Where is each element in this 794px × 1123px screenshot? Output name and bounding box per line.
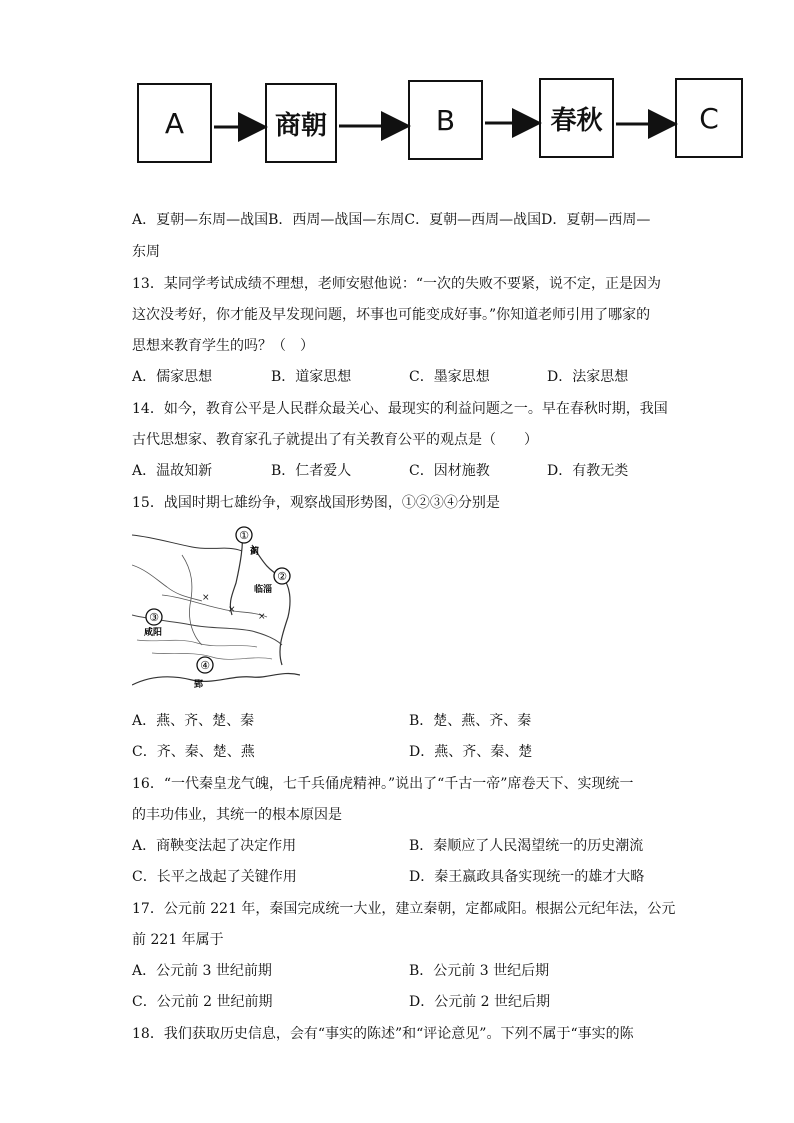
q15-option-d: D．燕、齐、秦、楚 bbox=[409, 744, 533, 760]
battle-mark-1: × bbox=[202, 593, 210, 603]
battle-mark-3: × bbox=[258, 612, 266, 622]
q17-stem-line2: 前 221 年属于 bbox=[132, 932, 224, 948]
q16-option-a: A．商鞅变法起了决定作用 bbox=[132, 838, 297, 854]
q13-stem-line2: 这次没考好，你才能及早发现问题，坏事也可能变成好事。”你知道老师引用了哪家的 bbox=[132, 307, 651, 323]
q17-stem-line1: 17．公元前 221 年，秦国完成统一大业，建立秦朝，定都咸阳。根据公元纪年法，公元 bbox=[132, 901, 676, 917]
flow-box-chunqiu: 春秋 bbox=[539, 78, 614, 158]
q16-stem-line2: 的丰功伟业，其统一的根本原因是 bbox=[132, 807, 342, 823]
city-xianyang-label: 咸阳 bbox=[144, 628, 163, 638]
q12-options-line1: A．夏朝—东周—战国B．西周—战国—东周C．夏朝—西周—战国D．夏朝—西周— bbox=[132, 212, 651, 228]
q16-option-d: D．秦王嬴政具备实现统一的雄才大略 bbox=[409, 869, 645, 885]
flow-box-a: A bbox=[137, 83, 212, 163]
q13-option-b: B．道家思想 bbox=[271, 369, 352, 385]
q14-option-c: C．因材施教 bbox=[409, 463, 490, 479]
q12-options-line2: 东周 bbox=[132, 244, 160, 260]
flow-box-c: C bbox=[675, 78, 743, 158]
battle-mark-2: × bbox=[228, 605, 236, 615]
warring-states-map bbox=[132, 525, 300, 693]
q17-option-b: B．公元前 3 世纪后期 bbox=[409, 963, 550, 979]
flow-box-shang: 商朝 bbox=[265, 83, 337, 163]
q14-option-b: B．仁者爱人 bbox=[271, 463, 352, 479]
flow-arrows bbox=[0, 0, 794, 200]
q15-option-a: A．燕、齐、楚、秦 bbox=[132, 713, 255, 729]
marker-2 bbox=[274, 568, 290, 584]
marker-1 bbox=[236, 527, 252, 543]
q17-option-c: C．公元前 2 世纪前期 bbox=[132, 994, 273, 1010]
q13-stem-line3: 思想来教育学生的吗？（ ） bbox=[132, 338, 314, 354]
q13-option-c: C．墨家思想 bbox=[409, 369, 490, 385]
marker-2-label: ② bbox=[277, 570, 287, 583]
q13-option-a: A．儒家思想 bbox=[132, 369, 213, 385]
marker-3 bbox=[146, 609, 162, 625]
city-ying-label: 郢 bbox=[194, 680, 204, 690]
q16-option-b: B．秦顺应了人民渴望统一的历史潮流 bbox=[409, 838, 644, 854]
city-linzi-label: 临淄 bbox=[254, 585, 273, 595]
marker-3-label: ③ bbox=[149, 611, 159, 624]
q14-stem-line1: 14．如今，教育公平是人民群众最关心、最现实的利益问题之一。早在春秋时期，我国 bbox=[132, 401, 668, 417]
flow-box-b: B bbox=[408, 80, 483, 160]
q16-stem-line1: 16．“一代秦皇龙气魄，七千兵俑虎精神。”说出了“千古一帝”席卷天下、实现统一 bbox=[132, 776, 634, 792]
q13-stem-line1: 13．某同学考试成绩不理想，老师安慰他说：“一次的失败不要紧，说不定，正是因为 bbox=[132, 276, 661, 292]
marker-1-label: ① bbox=[239, 529, 249, 542]
q13-option-d: D．法家思想 bbox=[547, 369, 629, 385]
q14-option-d: D．有教无类 bbox=[547, 463, 629, 479]
q14-option-a: A．温故知新 bbox=[132, 463, 213, 479]
marker-4-label: ④ bbox=[200, 659, 210, 672]
q14-stem-line2: 古代思想家、教育家孔子就提出了有关教育公平的观点是（ ） bbox=[132, 432, 538, 448]
q15-stem: 15．战国时期七雄纷争，观察战国形势图，①②③④分别是 bbox=[132, 495, 500, 511]
q16-option-c: C．长平之战起了关键作用 bbox=[132, 869, 297, 885]
q15-option-c: C．齐、秦、楚、燕 bbox=[132, 744, 255, 760]
marker-4 bbox=[197, 657, 213, 673]
q15-option-b: B．楚、燕、齐、秦 bbox=[409, 713, 532, 729]
q17-option-a: A．公元前 3 世纪前期 bbox=[132, 963, 272, 979]
city-ji-label: 蓟 bbox=[250, 547, 260, 557]
q17-option-d: D．公元前 2 世纪后期 bbox=[409, 994, 551, 1010]
q18-stem: 18．我们获取历史信息，会有“事实的陈述”和“评论意见”。下列不属于“事实的陈 bbox=[132, 1026, 634, 1042]
